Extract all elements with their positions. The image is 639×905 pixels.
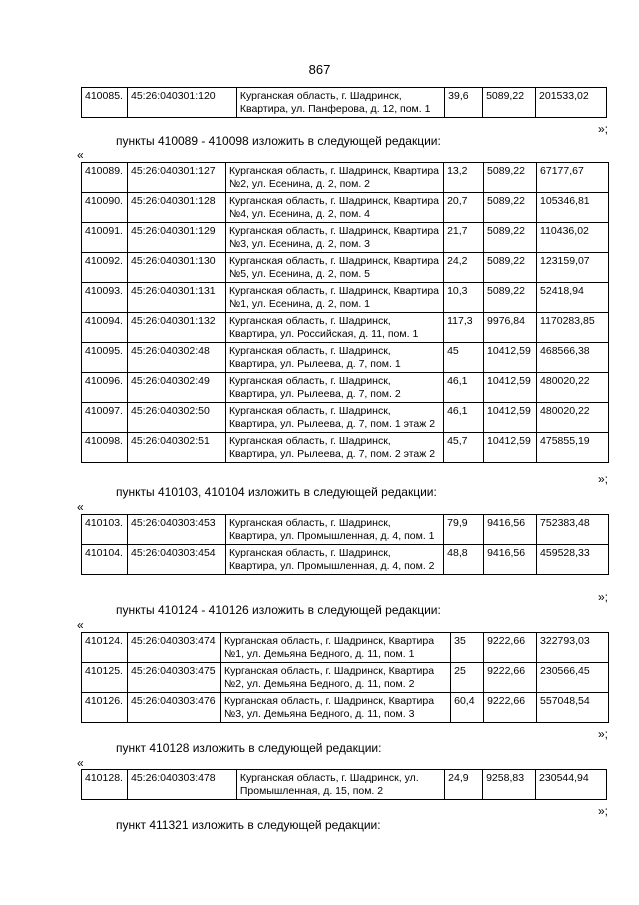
cell-total: 480020,22 xyxy=(537,403,609,433)
cell-cadastral: 45:26:040301:120 xyxy=(127,88,236,118)
cell-area: 13,2 xyxy=(444,163,484,193)
cell-price: 10412,59 xyxy=(484,403,537,433)
table-row xyxy=(82,770,607,800)
cell-number: 410092. xyxy=(82,253,128,283)
cell-cadastral: 45:26:040302:49 xyxy=(127,373,225,403)
cell-cadastral: 45:26:040302:50 xyxy=(127,403,225,433)
table-row xyxy=(82,373,609,403)
cell-area: 60,4 xyxy=(451,693,484,723)
table-row xyxy=(82,633,609,663)
cell-number: 410124. xyxy=(82,633,128,663)
cell-address: Курганская область, г. Шадринск, Квартира №2, ул. Есенина, д. 2, пом. 2 xyxy=(225,163,443,193)
table-row xyxy=(82,663,609,693)
table-row xyxy=(82,253,609,283)
cell-price: 5089,22 xyxy=(483,88,536,118)
cell-price: 9222,66 xyxy=(484,633,537,663)
cell-price: 5089,22 xyxy=(484,163,537,193)
table-row xyxy=(82,343,609,373)
cell-price: 9222,66 xyxy=(484,693,537,723)
cell-cadastral: 45:26:040303:454 xyxy=(127,545,225,575)
cell-address: Курганская область, г. Шадринск, Квартира №2, ул. Демьяна Бедного, д. 11, пом. 2 xyxy=(220,663,450,693)
heading-410128: пункт 410128 изложить в следующей редакции: xyxy=(116,741,382,755)
cell-cadastral: 45:26:040303:476 xyxy=(127,693,220,723)
cell-number: 410098. xyxy=(82,433,128,463)
cell-number: 410104. xyxy=(82,545,128,575)
cell-price: 9416,56 xyxy=(484,515,537,545)
open-quote: « xyxy=(77,618,84,632)
cell-total: 468566,38 xyxy=(537,343,609,373)
heading-410103-410104: пункты 410103, 410104 изложить в следующей редакции: xyxy=(116,485,437,499)
cell-number: 410091. xyxy=(82,223,128,253)
cell-total: 230566,45 xyxy=(537,663,609,693)
cell-number: 410089. xyxy=(82,163,128,193)
heading-410124-410126: пункты 410124 - 410126 изложить в следующей редакции: xyxy=(116,603,441,617)
cell-area: 48,8 xyxy=(444,545,484,575)
close-quote: »; xyxy=(598,804,609,818)
cell-area: 45 xyxy=(444,343,484,373)
cell-total: 52418,94 xyxy=(537,283,609,313)
cell-address: Курганская область, г. Шадринск, Квартира, ул. Промышленная, д. 4, пом. 1 xyxy=(225,515,443,545)
cell-total: 230544,94 xyxy=(536,770,607,800)
cell-cadastral: 45:26:040301:128 xyxy=(127,193,225,223)
cell-number: 410094. xyxy=(82,313,128,343)
cell-address: Курганская область, г. Шадринск, Квартира, ул. Российская, д. 11, пом. 1 xyxy=(225,313,443,343)
cell-total: 322793,03 xyxy=(537,633,609,663)
cell-number: 410103. xyxy=(82,515,128,545)
table-row xyxy=(82,403,609,433)
cell-area: 45,7 xyxy=(444,433,484,463)
cell-number: 410090. xyxy=(82,193,128,223)
cell-address: Курганская область, г. Шадринск, Квартира, ул. Панферова, д. 12, пом. 1 xyxy=(236,88,444,118)
table-row xyxy=(82,313,609,343)
cell-address: Курганская область, г. Шадринск, Квартира, ул. Рылеева, д. 7, пом. 1 xyxy=(225,343,443,373)
cell-number: 410097. xyxy=(82,403,128,433)
cell-area: 39,6 xyxy=(445,88,483,118)
cell-total: 475855,19 xyxy=(537,433,609,463)
cell-price: 5089,22 xyxy=(484,253,537,283)
cell-number: 410126. xyxy=(82,693,128,723)
cell-number: 410093. xyxy=(82,283,128,313)
cell-area: 21,7 xyxy=(444,223,484,253)
cell-area: 46,1 xyxy=(444,373,484,403)
cell-address: Курганская область, г. Шадринск, Квартира, ул. Промышленная, д. 4, пом. 2 xyxy=(225,545,443,575)
table-row xyxy=(82,88,607,118)
cell-price: 9416,56 xyxy=(484,545,537,575)
cell-cadastral: 45:26:040303:474 xyxy=(127,633,220,663)
table-410103-410104 xyxy=(81,514,609,575)
cell-area: 117,3 xyxy=(444,313,484,343)
cell-total: 105346,81 xyxy=(537,193,609,223)
heading-410089-410098: пункты 410089 - 410098 изложить в следующей редакции: xyxy=(116,134,441,148)
table-410124-410126 xyxy=(81,632,609,723)
cell-price: 9258,83 xyxy=(483,770,536,800)
cell-area: 24,2 xyxy=(444,253,484,283)
table-410128 xyxy=(81,769,607,800)
cell-area: 25 xyxy=(451,663,484,693)
close-quote: »; xyxy=(598,472,609,486)
open-quote: « xyxy=(77,756,84,770)
cell-cadastral: 45:26:040301:132 xyxy=(127,313,225,343)
cell-address: Курганская область, г. Шадринск, ул. Промышленная, д. 15, пом. 2 xyxy=(236,770,444,800)
table-row xyxy=(82,545,609,575)
cell-address: Курганская область, г. Шадринск, Квартира, ул. Рылеева, д. 7, пом. 2 xyxy=(225,373,443,403)
page-number: 867 xyxy=(308,62,331,77)
cell-number: 410095. xyxy=(82,343,128,373)
cell-number: 410096. xyxy=(82,373,128,403)
cell-price: 5089,22 xyxy=(484,193,537,223)
cell-address: Курганская область, г. Шадринск, Квартира №3, ул. Демьяна Бедного, д. 11, пом. 3 xyxy=(220,693,450,723)
cell-address: Курганская область, г. Шадринск, Квартира №1, ул. Демьяна Бедного, д. 11, пом. 1 xyxy=(220,633,450,663)
table-row xyxy=(82,163,609,193)
open-quote: « xyxy=(77,500,84,514)
cell-price: 10412,59 xyxy=(484,433,537,463)
cell-total: 480020,22 xyxy=(537,373,609,403)
cell-cadastral: 45:26:040302:51 xyxy=(127,433,225,463)
cell-price: 9976,84 xyxy=(484,313,537,343)
cell-price: 9222,66 xyxy=(484,663,537,693)
cell-cadastral: 45:26:040303:478 xyxy=(127,770,236,800)
cell-total: 67177,67 xyxy=(537,163,609,193)
cell-total: 459528,33 xyxy=(537,545,609,575)
table-row xyxy=(82,283,609,313)
cell-area: 79,9 xyxy=(444,515,484,545)
cell-cadastral: 45:26:040301:131 xyxy=(127,283,225,313)
cell-cadastral: 45:26:040301:130 xyxy=(127,253,225,283)
cell-address: Курганская область, г. Шадринск, Квартира №3, ул. Есенина, д. 2, пом. 3 xyxy=(225,223,443,253)
cell-address: Курганская область, г. Шадринск, Квартира №4, ул. Есенина, д. 2, пом. 4 xyxy=(225,193,443,223)
cell-price: 10412,59 xyxy=(484,373,537,403)
cell-total: 752383,48 xyxy=(537,515,609,545)
cell-price: 5089,22 xyxy=(484,283,537,313)
cell-cadastral: 45:26:040301:127 xyxy=(127,163,225,193)
table-row xyxy=(82,193,609,223)
cell-total: 110436,02 xyxy=(537,223,609,253)
cell-address: Курганская область, г. Шадринск, Квартира №5, ул. Есенина, д. 2, пом. 5 xyxy=(225,253,443,283)
table-410085 xyxy=(81,87,607,118)
table-row xyxy=(82,433,609,463)
cell-total: 1170283,85 xyxy=(537,313,609,343)
close-quote: »; xyxy=(598,727,609,741)
close-quote: »; xyxy=(598,590,609,604)
cell-price: 10412,59 xyxy=(484,343,537,373)
cell-number: 410128. xyxy=(82,770,128,800)
cell-number: 410125. xyxy=(82,663,128,693)
cell-price: 5089,22 xyxy=(484,223,537,253)
cell-total: 557048,54 xyxy=(537,693,609,723)
cell-area: 35 xyxy=(451,633,484,663)
heading-411321: пункт 411321 изложить в следующей редакции: xyxy=(116,818,381,832)
table-410089-410098 xyxy=(81,162,609,463)
cell-address: Курганская область, г. Шадринск, Квартира, ул. Рылеева, д. 7, пом. 1 этаж 2 xyxy=(225,403,443,433)
cell-address: Курганская область, г. Шадринск, Квартира, ул. Рылеева, д. 7, пом. 2 этаж 2 xyxy=(225,433,443,463)
table-row xyxy=(82,693,609,723)
cell-number: 410085. xyxy=(82,88,128,118)
cell-cadastral: 45:26:040302:48 xyxy=(127,343,225,373)
close-quote: »; xyxy=(598,122,609,136)
cell-cadastral: 45:26:040303:453 xyxy=(127,515,225,545)
cell-area: 46,1 xyxy=(444,403,484,433)
cell-area: 20,7 xyxy=(444,193,484,223)
open-quote: « xyxy=(77,148,84,162)
cell-cadastral: 45:26:040303:475 xyxy=(127,663,220,693)
cell-address: Курганская область, г. Шадринск, Квартира №1, ул. Есенина, д. 2, пом. 1 xyxy=(225,283,443,313)
table-row xyxy=(82,515,609,545)
cell-area: 10,3 xyxy=(444,283,484,313)
cell-cadastral: 45:26:040301:129 xyxy=(127,223,225,253)
table-row xyxy=(82,223,609,253)
cell-total: 123159,07 xyxy=(537,253,609,283)
cell-total: 201533,02 xyxy=(536,88,607,118)
cell-area: 24,9 xyxy=(445,770,483,800)
